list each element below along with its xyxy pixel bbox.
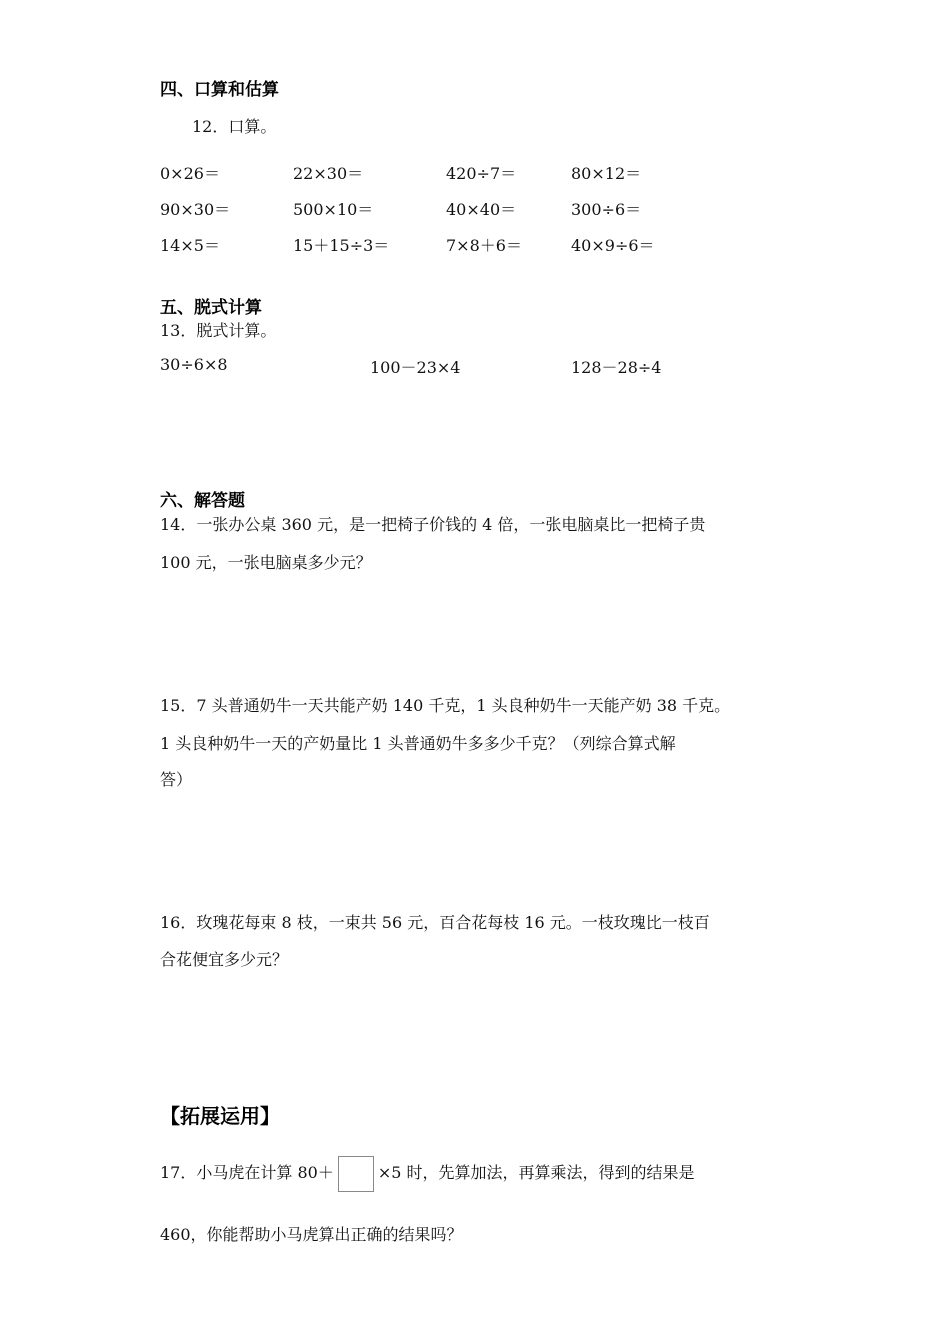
expr-r3c1: 14×5＝	[160, 236, 220, 255]
expr-r2c1: 90×30＝	[160, 200, 231, 219]
question-17-line2: 460，你能帮助小马虎算出正确的结果吗？	[160, 1225, 463, 1244]
expr-r2c3: 40×40＝	[446, 200, 517, 219]
question-15-line2: 1 头良种奶牛一天的产奶量比 1 头普通奶牛多多少千克？（列综合算式解	[160, 734, 676, 753]
extension-heading: 【拓展运用】	[160, 1104, 280, 1128]
question-16-line2: 合花便宜多少元？	[160, 950, 289, 969]
answer-box[interactable]	[338, 1156, 374, 1192]
question-15-line1: 15．7 头普通奶牛一天共能产奶 140 千克，1 头良种奶牛一天能产奶 38 千克。	[160, 696, 731, 715]
expr-r1c4: 80×12＝	[571, 164, 642, 183]
question-17-text-before: 17．小马虎在计算 80＋	[160, 1163, 334, 1182]
step-expr-1: 30÷6×8	[160, 355, 228, 374]
step-expr-3: 128－28÷4	[571, 358, 662, 377]
section-heading-4: 四、口算和估算	[160, 80, 279, 100]
expr-r1c3: 420÷7＝	[446, 164, 517, 183]
question-15-line3: 答）	[160, 770, 193, 789]
expr-r1c2: 22×30＝	[293, 164, 364, 183]
question-17-text-after: ×5 时，先算加法，再算乘法，得到的结果是	[377, 1163, 695, 1182]
step-expr-2: 100－23×4	[370, 358, 461, 377]
expr-r1c1: 0×26＝	[160, 164, 220, 183]
question-13-label: 13．脱式计算。	[160, 321, 277, 340]
section-heading-5: 五、脱式计算	[160, 298, 262, 318]
expr-r2c4: 300÷6＝	[571, 200, 642, 219]
expr-r3c3: 7×8＋6＝	[446, 236, 522, 255]
expr-r3c2: 15＋15÷3＝	[293, 236, 390, 255]
question-14-line2: 100 元，一张电脑桌多少元？	[160, 553, 372, 572]
question-14-line1: 14．一张办公桌 360 元，是一把椅子价钱的 4 倍，一张电脑桌比一把椅子贵	[160, 515, 706, 534]
question-17-line1	[160, 1155, 695, 1192]
expr-r3c4: 40×9÷6＝	[571, 236, 655, 255]
section-heading-6: 六、解答题	[160, 491, 245, 511]
question-12-label: 12．口算。	[192, 117, 277, 136]
expr-r2c2: 500×10＝	[293, 200, 374, 219]
question-16-line1: 16．玫瑰花每束 8 枝，一束共 56 元，百合花每枝 16 元。一枝玫瑰比一枝百	[160, 913, 710, 932]
